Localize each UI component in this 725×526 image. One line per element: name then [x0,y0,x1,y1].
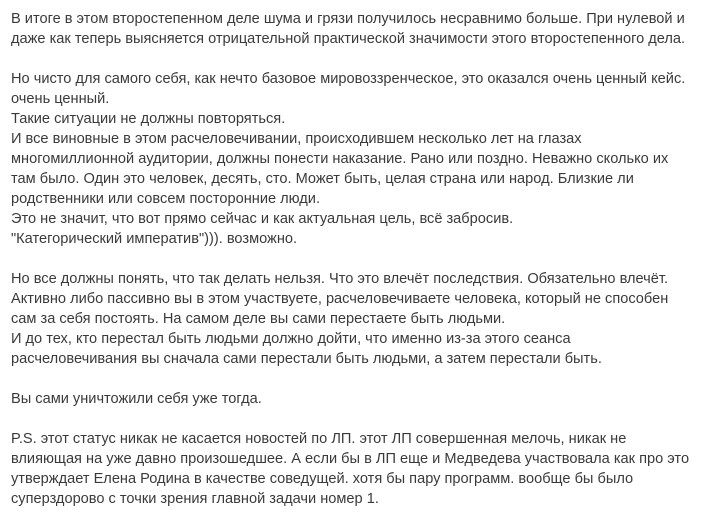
post-line: Но все должны понять, что так делать нельзя. Что это влечёт последствия. Обязательно влечёт. [11,271,669,287]
post-line: суперздорово с точки зрения главной задачи номер 1. [11,491,379,507]
post-line: сам за себя постоять. На самом деле вы сами перестаете быть людьми. [11,311,506,327]
post-line: "Категорический императив"))). возможно. [11,231,298,247]
post-line: утверждает Елена Родина в качестве соведущей. хотя бы пару программ. вообще бы было [11,471,634,487]
post-line: влияющая на уже давно произошедшее. А если бы в ЛП еще и Медведева участвовала как про это [11,451,690,467]
paragraph-gap [11,249,711,269]
post-line: И все виновные в этом расчеловечивании, происходившем несколько лет на глазах [11,131,582,147]
post-line: даже как теперь выясняется отрицательной практической значимости этого второстепенного дела. [11,31,686,47]
post-line: многомиллионной аудитории, должны понести наказание. Рано или поздно. Неважно сколько их [11,151,669,167]
post-line: В итоге в этом второстепенном деле шума и грязи получилось несравнимо больше. При нулевой и [11,11,685,27]
post-text [11,9,711,509]
post-line: родственники или совсем посторонние люди. [11,191,321,207]
post-line: P.S. этот статус никак не касается новостей по ЛП. этот ЛП совершенная мелочь, никак не [11,431,627,447]
post-line: очень ценный. [11,91,110,107]
post-line: Но чисто для самого себя, как нечто базовое мировоззренческое, это оказался очень ценный кейс. [11,71,686,87]
post-line: там было. Один это человек, десять, сто. Может быть, целая страна или народ. Близкие ли [11,171,634,187]
post-line: И до тех, кто перестал быть людьми должно дойти, что именно из-за этого сеанса [11,331,571,347]
paragraph-gap [11,409,711,429]
post-line: Это не значит, что вот прямо сейчас и как актуальная цель, всё забросив. [11,211,514,227]
post-line: Активно либо пассивно вы в этом участвуете, расчеловечиваете человека, который не способен [11,291,669,307]
paragraph-gap [11,369,711,389]
post-line: Такие ситуации не должны повторяться. [11,111,286,127]
post-line: расчеловечивания вы сначала сами перестали быть людьми, а затем перестали быть. [11,351,602,367]
post-line: Вы сами уничтожили себя уже тогда. [11,391,262,407]
paragraph-gap [11,49,711,69]
